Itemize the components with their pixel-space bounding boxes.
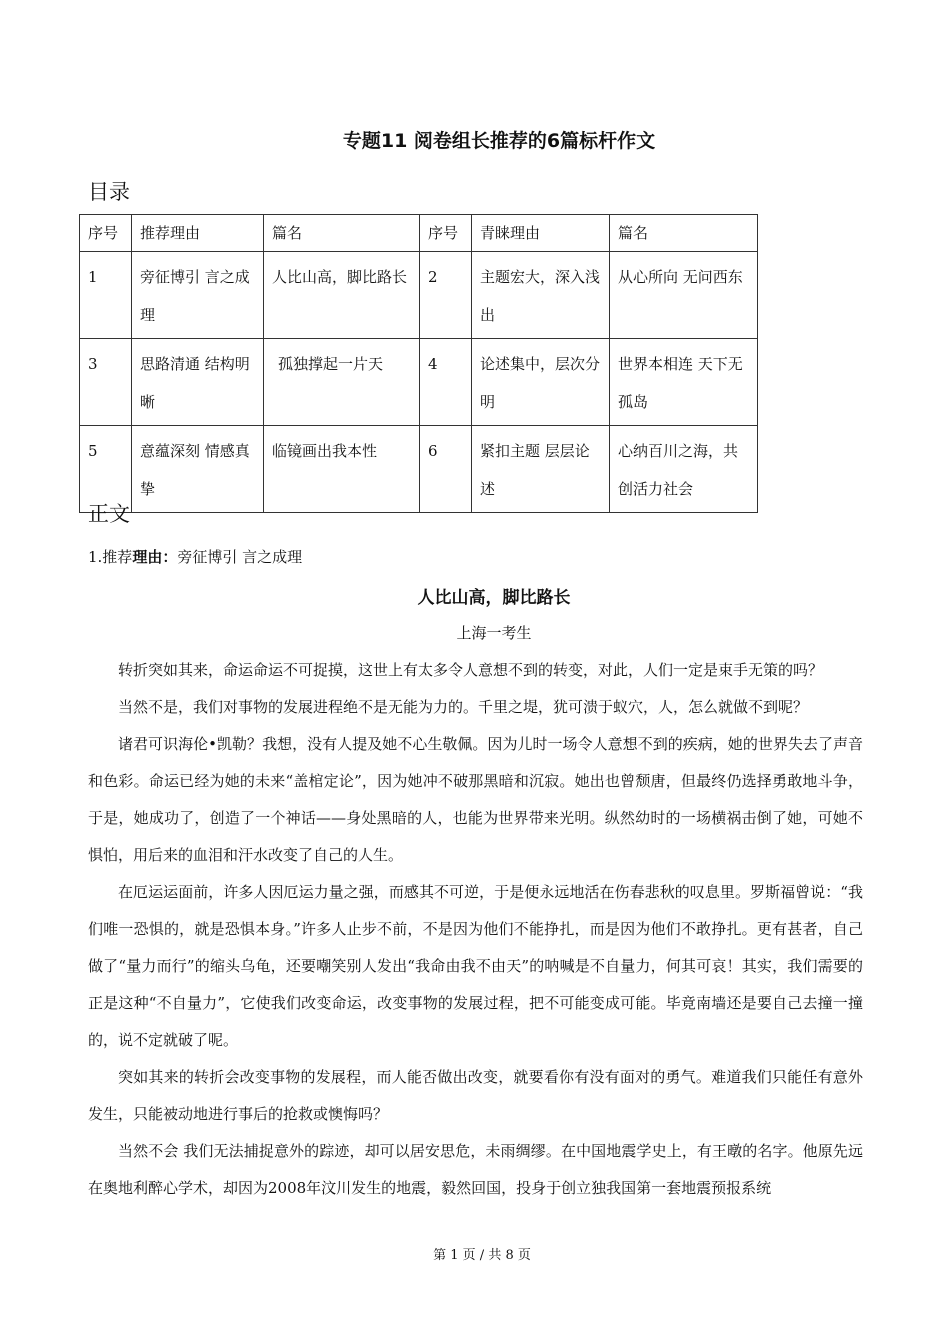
toc-header-cell: 序号 bbox=[420, 215, 472, 252]
essay-title: 人比山高，脚比路长 bbox=[417, 588, 571, 608]
toc-header-cell: 篇名 bbox=[264, 215, 420, 252]
toc-cell: 论述集中，层次分明 bbox=[472, 339, 610, 426]
reason-text: 旁征博引 言之成理 bbox=[177, 548, 303, 566]
toc-heading: 目录 bbox=[88, 180, 130, 204]
toc-header-cell: 推荐理由 bbox=[132, 215, 264, 252]
toc-row bbox=[80, 339, 758, 426]
toc-cell: 孤独撑起一片天 bbox=[264, 339, 420, 426]
body-heading: 正文 bbox=[88, 502, 130, 526]
toc-cell: 思路清通 结构明晰 bbox=[132, 339, 264, 426]
toc-header-cell: 青睐理由 bbox=[472, 215, 610, 252]
toc-cell: 旁征博引 言之成理 bbox=[132, 252, 264, 339]
essay-author: 上海一考生 bbox=[456, 624, 532, 642]
essay-paragraph: 突如其来的转折会改变事物的发展程，而人能否做出改变，就要看你有没有面对的勇气。难道我们只能任有意外发生，只能被动地进行事后的抢救或懊悔吗？ bbox=[88, 1068, 863, 1123]
essay-paragraph: 转折突如其来，命运命运不可捉摸，这世上有太多令人意想不到的转变，对此，人们一定是束手无策的吗？ bbox=[118, 661, 824, 679]
toc-cell: 2 bbox=[420, 252, 472, 339]
essay-paragraph: 诸君可识海伦•凯勒？我想，没有人提及她不心生敬佩。因为儿时一场令人意想不到的疾病，她的世界失去了声音和色彩。命运已经为她的未来“盖棺定论”，因为她冲不破那黑暗和沉寂。她出也曾颓唐，但最终仍选择勇敢地斗争，于是，她成功了，创造了一个神话——身处黑暗的人，也能为世界带来光明。纵然幼时的一场横祸击倒了她，可她不惧怕，用后来的血泪和汗水改变了自己的人生。 bbox=[88, 735, 863, 864]
toc-cell: 3 bbox=[80, 339, 132, 426]
essay-paragraph: 在厄运运面前，许多人因厄运力量之强，而感其不可逆，于是便永远地活在伤春悲秋的叹息里。罗斯福曾说：“我们唯一恐惧的，就是恐惧本身。”许多人止步不前，不是因为他们不能挣扎，而是因为他们不敢挣扎。更有甚者，自己做了“量力而行”的缩头乌龟，还要嘲笑别人发出“我命由我不由天”的呐喊是不自量力，何其可哀！其实，我们需要的正是这种“不自量力”，它使我们改变命运，改变事物的发展过程，把不可能变成可能。毕竟南墙还是要自己去撞一撞的，说不定就破了呢。 bbox=[88, 883, 863, 1049]
reason-label: 理由： bbox=[132, 548, 178, 566]
toc-cell: 世界本相连 天下无孤岛 bbox=[610, 339, 758, 426]
toc-cell: 从心所向 无问西东 bbox=[610, 252, 758, 339]
essay-body bbox=[88, 652, 863, 1207]
toc-cell: 临镜画出我本性 bbox=[264, 426, 420, 513]
page-title: 专题11 阅卷组长推荐的6篇标杆作文 bbox=[342, 130, 656, 152]
page-footer: 第 1 页 / 共 8 页 bbox=[433, 1248, 531, 1263]
toc-cell: 紧扣主题 层层论述 bbox=[472, 426, 610, 513]
toc-cell: 意蕴深刻 情感真挚 bbox=[132, 426, 264, 513]
toc-cell: 5 bbox=[80, 426, 132, 513]
toc-header-row bbox=[80, 215, 758, 252]
toc-table bbox=[79, 214, 758, 513]
toc-row bbox=[80, 426, 758, 513]
essay-paragraph: 当然不会 我们无法捕捉意外的踪迹，却可以居安思危，未雨绸缪。在中国地震学史上，有王暾的名字。他原先远在奥地利醉心学术，却因为2008年汶川发生的地震，毅然回国，投身于创立独我国第一套地震预报系统 bbox=[88, 1142, 863, 1197]
toc-cell: 1 bbox=[80, 252, 132, 339]
toc-cell: 主题宏大，深入浅出 bbox=[472, 252, 610, 339]
toc-header-cell: 篇名 bbox=[610, 215, 758, 252]
essay-paragraph: 当然不是，我们对事物的发展进程绝不是无能为力的。千里之堤，犹可溃于蚁穴，人，怎么就做不到呢？ bbox=[118, 698, 809, 716]
toc-cell: 4 bbox=[420, 339, 472, 426]
toc-header-cell: 序号 bbox=[80, 215, 132, 252]
recommend-reason bbox=[88, 546, 302, 567]
reason-prefix: 1.推荐 bbox=[88, 548, 133, 566]
toc-cell: 人比山高，脚比路长 bbox=[264, 252, 420, 339]
toc-cell: 心纳百川之海，共创活力社会 bbox=[610, 426, 758, 513]
toc-cell: 6 bbox=[420, 426, 472, 513]
toc-row bbox=[80, 252, 758, 339]
